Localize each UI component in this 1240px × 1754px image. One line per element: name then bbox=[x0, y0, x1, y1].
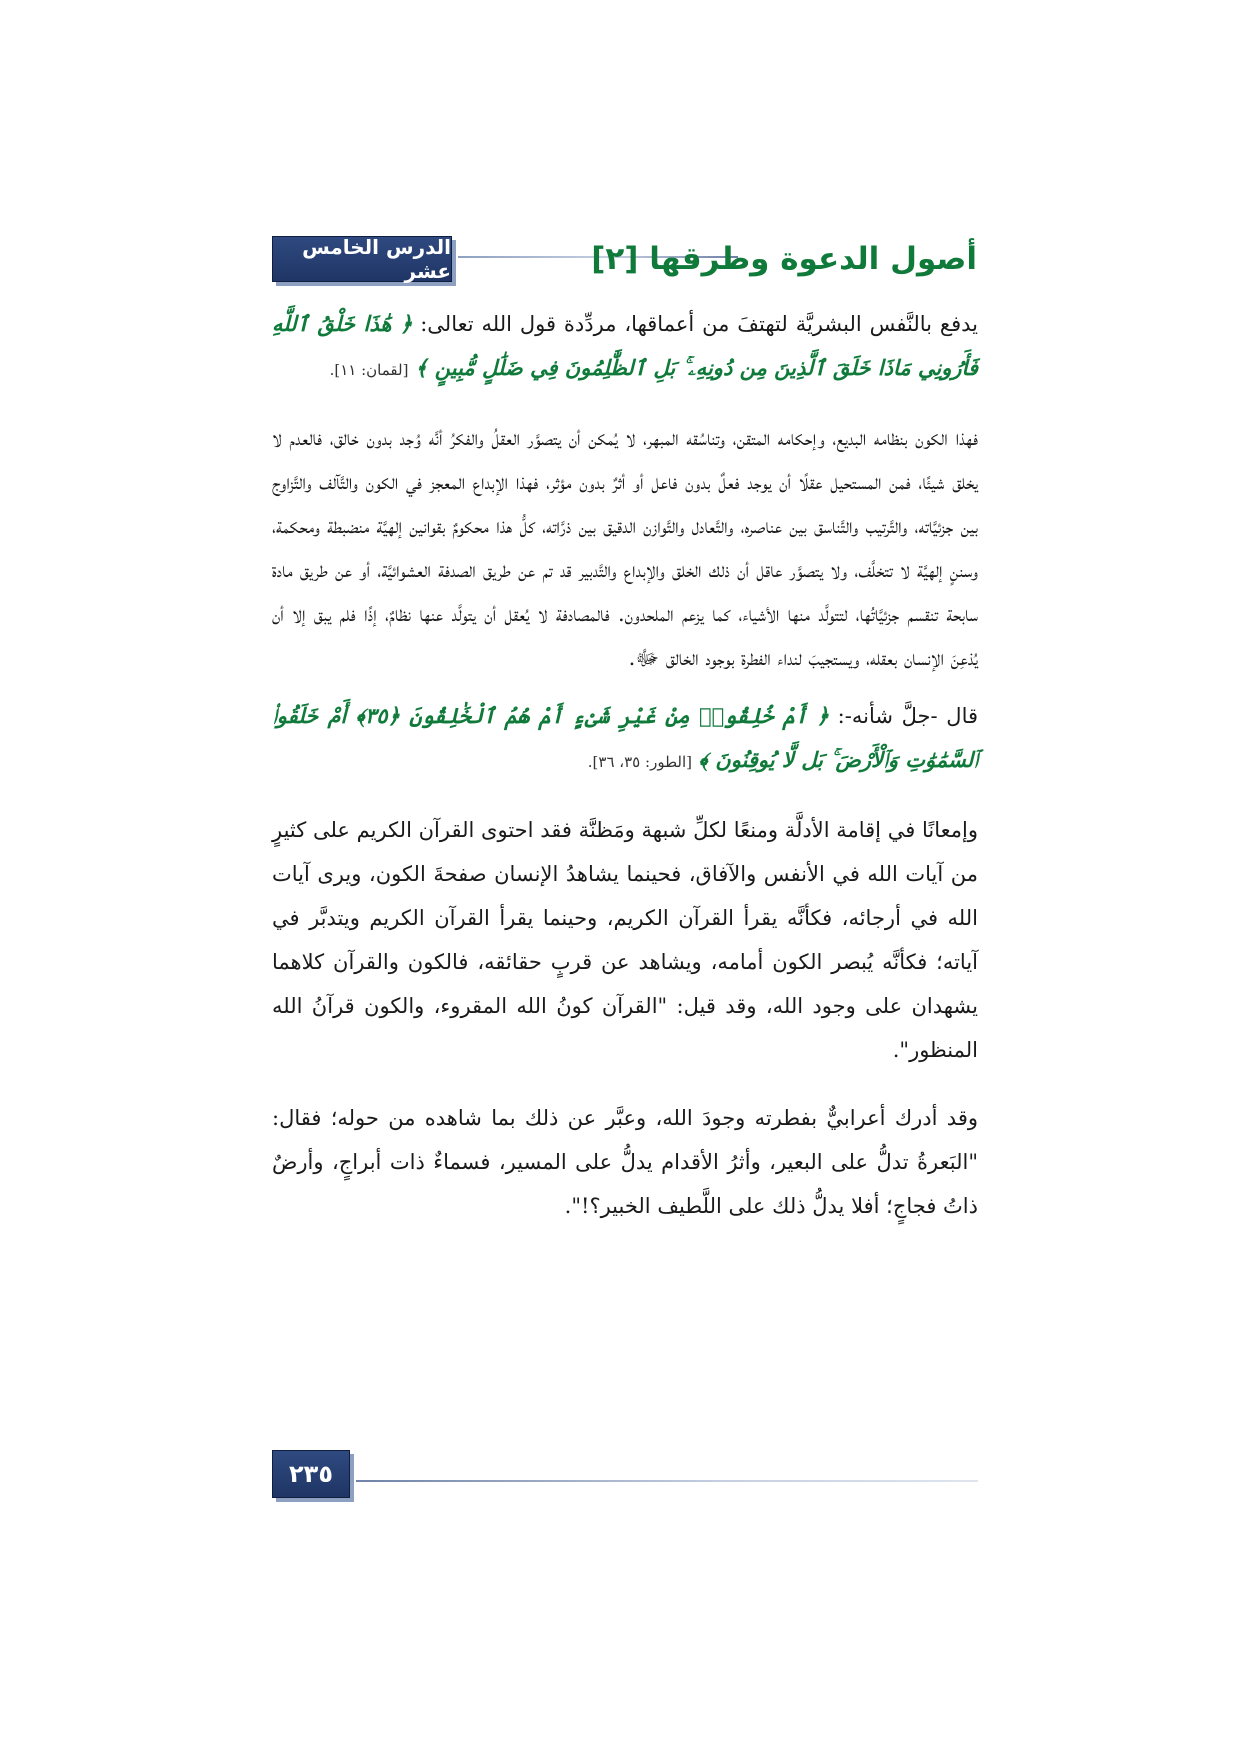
paragraph-5: وقد أدرك أعرابيٌّ بفطرته وجودَ الله، وعبَّر عن ذلك بما شاهده من حوله؛ فقال: "البَعرةُ تدلُّ على البعير، وأثرُ الأقدام يدلُّ على المسير، فسماءٌ ذات أبراجٍ، وأرضٌ ذاتُ فجاجٍ؛ أفلا يدلُّ ذلك على اللَّطيف الخبير؟!". bbox=[272, 1106, 978, 1218]
verse-reference-tur: [الطور: ٣٥، ٣٦]. bbox=[587, 753, 692, 771]
page-header bbox=[272, 232, 977, 286]
paragraph-1 bbox=[272, 302, 978, 392]
paragraph-2: فهذا الكون بنظامه البديع، وإحكامه المتقن، وتناسُقه المبهر، لا يُمكن أن يتصوَّر العقلُ والفكرُ أنَّه وُجد بدون خالق، فالعدم لا يخلق شيئًا، فمن المستحيل عقلًا أن يوجد فعلٌ بدون فاعل أو أثرٌ بدون مؤثر، فهذا الإبداع المعجز في الكون والتَّآلف والتَّزاوج بين جزئيَّاته، والتَّرتيب والتَّناسق بين عناصره، والتَّعادل والتَّوازن الدقيق بين ذرَّاته، كلُّ هذا محكومٌ بقوانين إلهيَّة منضبطة ومحكمة، وسننٍ إلهيَّة لا تتخلَّف، ولا يتصوَّر عاقل أن ذلك الخلق والإبداع والتَّدبير قد تم عن طريق الصدفة العشوائيَّة، أو عن طريق مادة سابحة تنقسم جزئيَّاتُها، لتتولَّد منها الأشياء، كما يزعم الملحدون. فالمصادفة لا يُعقل أن يتولَّد عنها نظامٌ، إذًا فلم يبق إلا أن يُذعِنَ الإنسان بعقله، ويستجيبَ لنداء الفطرة بوجود الخالق ﷻ. bbox=[272, 426, 978, 670]
footer-divider bbox=[356, 1480, 978, 1482]
book-title: أصول الدعوة وطرقها [٢] bbox=[591, 241, 977, 277]
lesson-badge: الدرس الخامس عشر bbox=[272, 236, 452, 282]
paragraph-1-text: يدفع بالنَّفس البشريَّة لتهتفَ من أعماقها، مردِّدة قول الله تعالى: bbox=[420, 312, 978, 336]
quran-verse-tur: ﴿ أَمْ خُلِقُوا۟ مِنْ غَيْرِ شَىْءٍ أَمْ هُمُ ٱلْخَٰلِقُونَ ﴿٣٥﴾ أَمْ خَلَقُوا۟ ٱلسَّمَٰوَٰتِ وَٱلْأَرْضَ ۚ بَل لَّا يُوقِنُونَ ﴾ bbox=[272, 703, 978, 772]
verse-reference-luqman: [لقمان: ١١]. bbox=[329, 361, 409, 379]
paragraph-3 bbox=[272, 694, 978, 784]
quran-verse-luqman: ﴿ هَٰذَا خَلْقُ ٱللَّهِ فَأَرُونِي مَاذَا خَلَقَ ٱلَّذِينَ مِن دُونِهِۦ ۚ بَلِ ٱلظَّٰلِمُونَ فِي ضَلَٰلٍ مُّبِينٍ ﴾ bbox=[272, 311, 978, 380]
paragraph-4: وإمعانًا في إقامة الأدلَّة ومنعًا لكلِّ شبهة ومَظنَّة فقد احتوى القرآن الكريم على كثيرٍ من آيات الله في الأنفس والآفاق، فحينما يشاهدُ الإنسان صفحةَ الكون، ويرى آيات الله في أرجائه، فكأنَّه يقرأ القرآن الكريم، وحينما يقرأ القرآن الكريم ويتدبَّر في آياته؛ فكأنَّه يُبصر الكون أمامه، ويشاهد عن قربٍ حقائقه، فالكون والقرآن كلاهما يشهدان على وجود الله، وقد قيل: "القرآن كونُ الله المقروء، والكون قرآنُ الله المنظور". bbox=[272, 818, 978, 1062]
page-number: ٢٣٥ bbox=[272, 1450, 350, 1498]
paragraph-3-text: قال -جلَّ شأنه-: bbox=[837, 704, 979, 728]
page-content bbox=[272, 302, 978, 1242]
